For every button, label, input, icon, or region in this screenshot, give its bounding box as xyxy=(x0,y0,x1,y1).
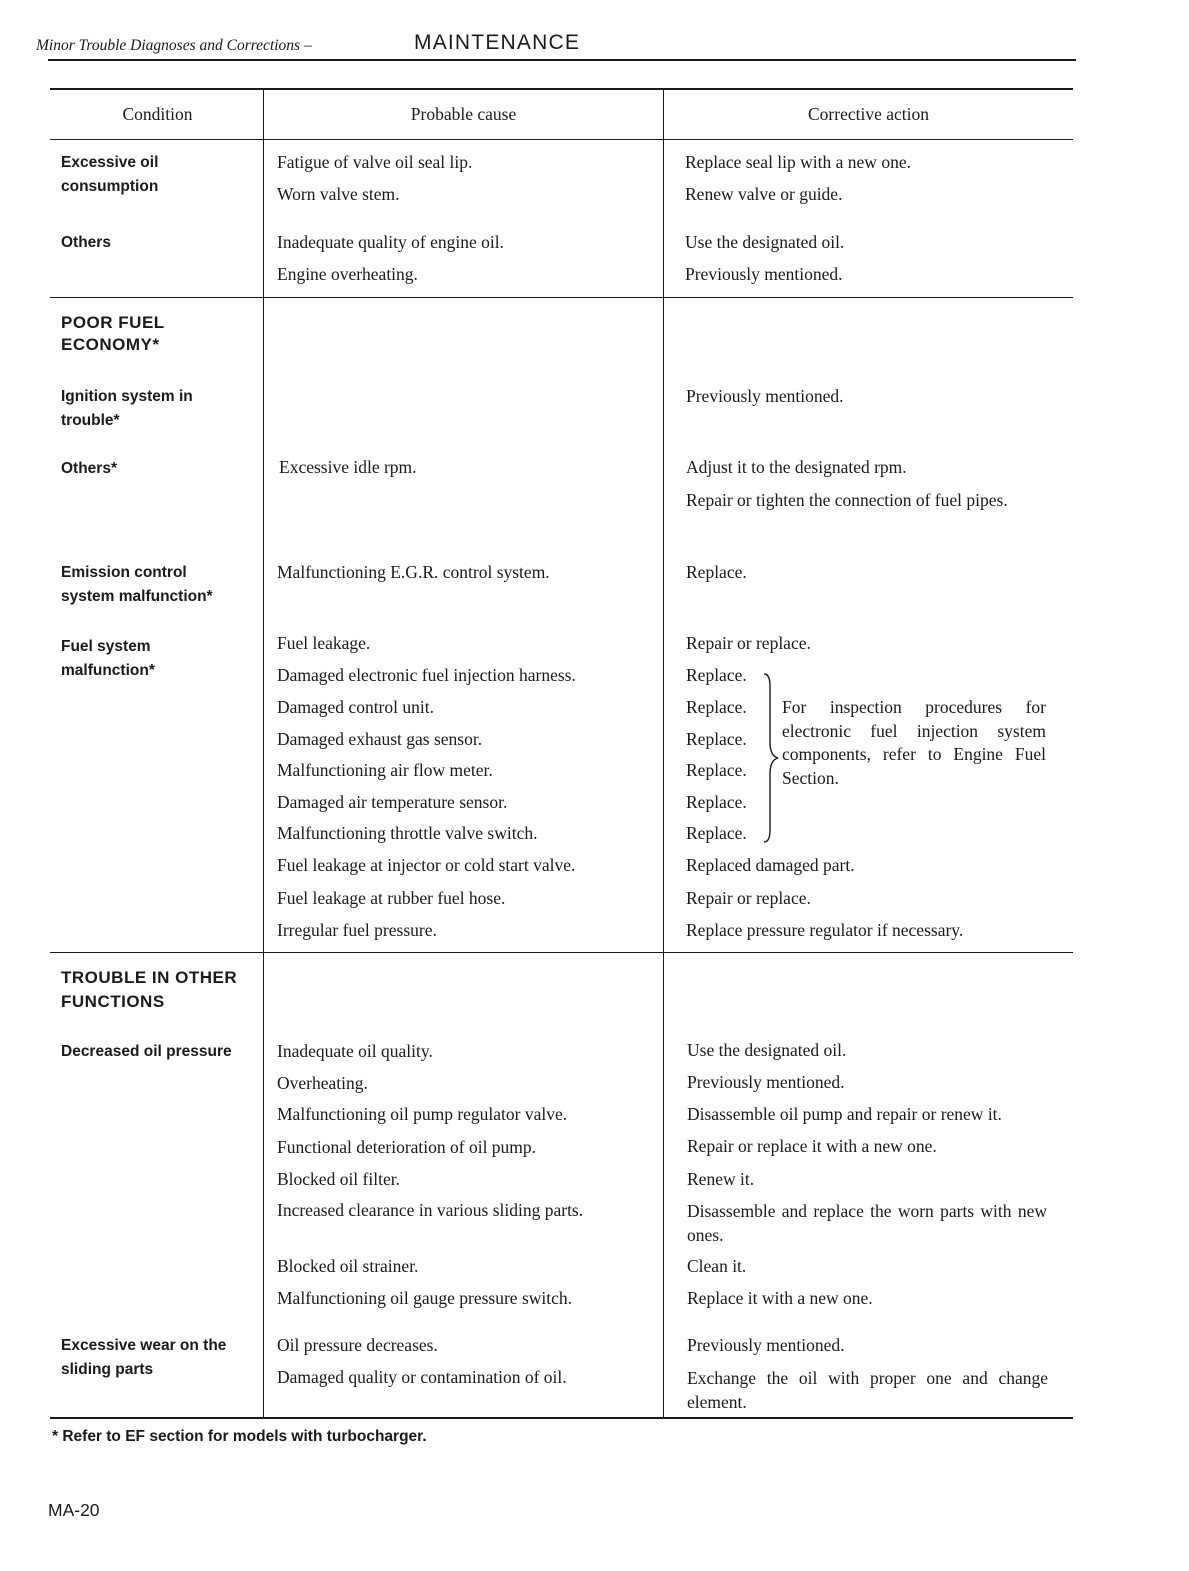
cause-cell: Damaged electronic fuel injection harness. xyxy=(277,665,576,685)
cause-cell: Malfunctioning throttle valve switch. xyxy=(277,823,538,843)
cause-cell: Malfunctioning oil pump regulator valve. xyxy=(277,1104,568,1124)
condition-cell: Decreased oil pressure xyxy=(61,1043,232,1060)
cause-cell: Damaged air temperature sensor. xyxy=(277,792,508,812)
action-cell: Renew valve or guide. xyxy=(685,184,843,204)
cause-cell: Fuel leakage at injector or cold start valve. xyxy=(277,855,576,875)
action-cell: Repair or replace it with a new one. xyxy=(687,1136,937,1156)
action-cell: Use the designated oil. xyxy=(687,1040,847,1060)
action-cell: Replace. xyxy=(686,792,747,812)
section-title: MAINTENANCE xyxy=(414,31,581,54)
action-cell: Replace it with a new one. xyxy=(687,1288,873,1308)
column-header-corrective-action: Corrective action xyxy=(808,104,929,124)
action-cell: Exchange the oil with proper one and change element. xyxy=(687,1368,1048,1412)
cause-cell: Overheating. xyxy=(277,1073,368,1093)
action-cell: Replace. xyxy=(686,562,747,582)
cause-cell: Fatigue of valve oil seal lip. xyxy=(277,152,473,172)
cause-cell: Damaged control unit. xyxy=(277,697,434,717)
cause-cell: Damaged quality or contamination of oil. xyxy=(277,1367,567,1387)
condition-cell: Ignition system in trouble* xyxy=(61,388,193,429)
action-cell: Disassemble and replace the worn parts with new ones. xyxy=(687,1201,1047,1245)
action-cell: Adjust it to the designated rpm. xyxy=(686,457,907,477)
cause-cell: Blocked oil strainer. xyxy=(277,1256,419,1276)
cause-cell: Worn valve stem. xyxy=(277,184,400,204)
condition-cell: Emission control system malfunction* xyxy=(61,564,213,605)
page-number: MA-20 xyxy=(48,1500,100,1520)
action-cell: Replace seal lip with a new one. xyxy=(685,152,911,172)
table-bottom-rule xyxy=(50,1417,1073,1419)
cause-cell: Oil pressure decreases. xyxy=(277,1335,438,1355)
cause-cell: Blocked oil filter. xyxy=(277,1169,400,1189)
table-top-rule xyxy=(50,88,1073,90)
table-column-rule xyxy=(263,88,264,1419)
condition-cell: Others xyxy=(61,234,111,251)
cause-cell: Malfunctioning oil gauge pressure switch. xyxy=(277,1288,573,1308)
cause-cell: Excessive idle rpm. xyxy=(279,457,417,477)
cause-cell: Fuel leakage at rubber fuel hose. xyxy=(277,888,506,908)
brace-note: For inspection procedures for electronic fuel injection system components, refer to Engine Fuel Section. xyxy=(782,697,1046,788)
cause-cell: Inadequate oil quality. xyxy=(277,1041,433,1061)
action-cell: Renew it. xyxy=(687,1169,755,1189)
action-cell: Replace. xyxy=(686,823,747,843)
condition-cell: Excessive oil consumption xyxy=(61,154,159,195)
condition-cell: Others* xyxy=(61,460,117,477)
action-cell: Repair or tighten the connection of fuel pipes. xyxy=(686,490,1008,510)
action-cell: Previously mentioned. xyxy=(686,386,844,406)
column-header-probable-cause: Probable cause xyxy=(410,104,517,124)
cause-cell: Malfunctioning E.G.R. control system. xyxy=(277,562,550,582)
cause-cell: Malfunctioning air flow meter. xyxy=(277,760,493,780)
action-cell: Repair or replace. xyxy=(686,633,811,653)
action-cell: Repair or replace. xyxy=(686,888,811,908)
condition-cell: Excessive wear on the sliding parts xyxy=(61,1337,227,1378)
action-cell: Replaced damaged part. xyxy=(686,855,855,875)
condition-cell: TROUBLE IN OTHER FUNCTIONS xyxy=(61,968,238,1011)
column-header-condition: Condition xyxy=(122,104,193,124)
table-section-rule xyxy=(50,952,1073,953)
action-cell: Previously mentioned. xyxy=(687,1072,845,1092)
action-cell: Disassemble oil pump and repair or renew it. xyxy=(687,1104,1002,1124)
curly-brace-icon xyxy=(760,672,782,844)
action-cell: Replace. xyxy=(686,760,747,780)
action-cell: Replace. xyxy=(686,665,747,685)
cause-cell: Increased clearance in various sliding parts. xyxy=(277,1200,584,1220)
action-cell: Replace. xyxy=(686,729,747,749)
action-cell: Use the designated oil. xyxy=(685,232,845,252)
condition-cell: Fuel system malfunction* xyxy=(61,638,155,679)
cause-cell: Functional deterioration of oil pump. xyxy=(277,1137,537,1157)
cause-cell: Irregular fuel pressure. xyxy=(277,920,437,940)
table-section-rule xyxy=(50,297,1073,298)
cause-cell: Inadequate quality of engine oil. xyxy=(277,232,504,252)
action-cell: Clean it. xyxy=(687,1256,747,1276)
action-cell: Previously mentioned. xyxy=(685,264,843,284)
cause-cell: Damaged exhaust gas sensor. xyxy=(277,729,483,749)
action-cell: Replace pressure regulator if necessary. xyxy=(686,920,964,940)
header-rule xyxy=(48,59,1076,61)
table-column-rule xyxy=(663,88,664,1419)
table-header-rule xyxy=(50,139,1073,140)
action-cell: Replace. xyxy=(686,697,747,717)
cause-cell: Fuel leakage. xyxy=(277,633,371,653)
footnote: * Refer to EF section for models with turbocharger. xyxy=(52,1428,427,1445)
cause-cell: Engine overheating. xyxy=(277,264,418,284)
section-subtitle: Minor Trouble Diagnoses and Corrections – xyxy=(36,37,312,54)
condition-cell: POOR FUEL ECONOMY* xyxy=(61,313,165,354)
action-cell: Previously mentioned. xyxy=(687,1335,845,1355)
